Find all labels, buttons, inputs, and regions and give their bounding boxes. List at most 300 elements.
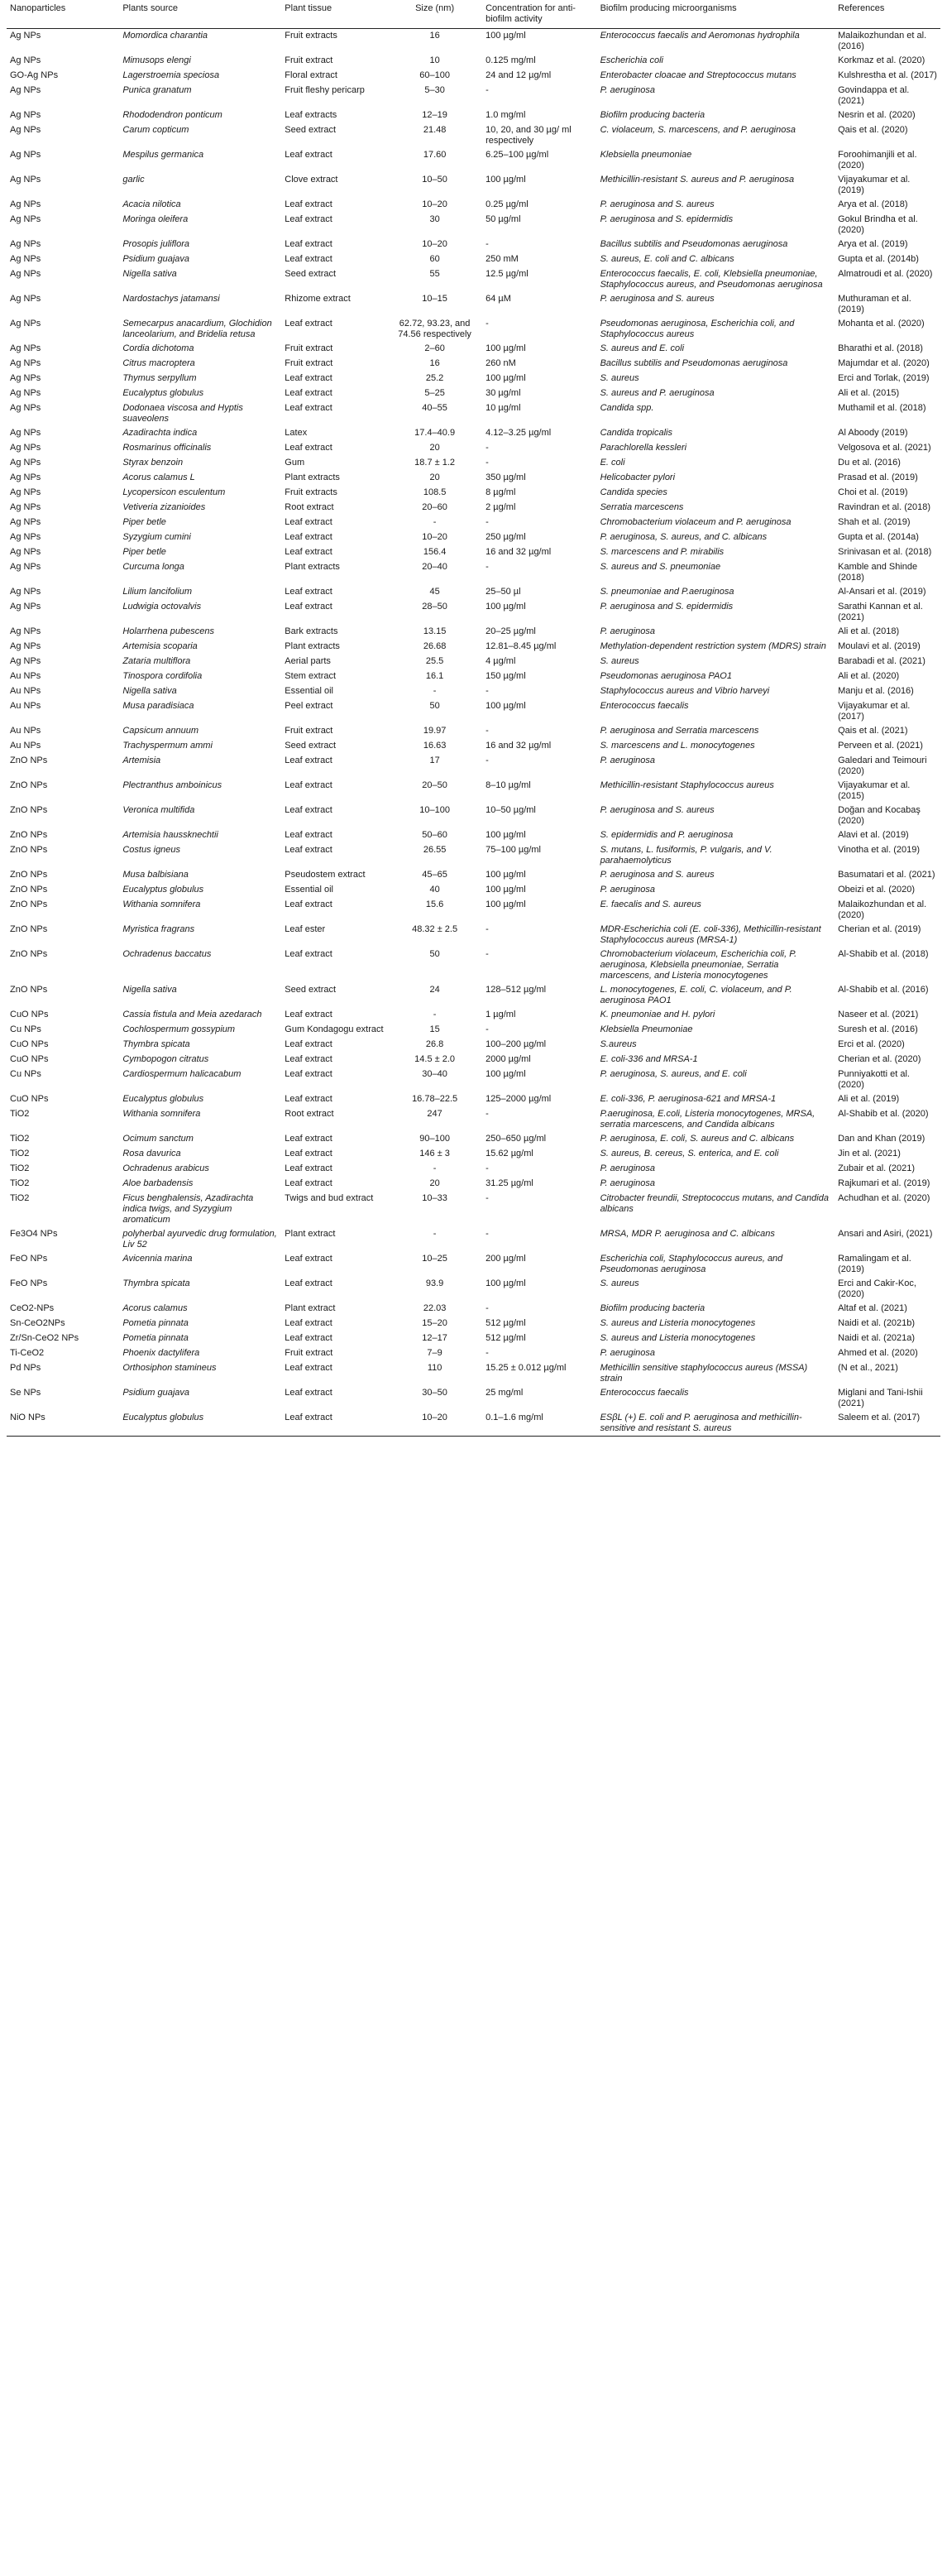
cell-plant-source: Dodonaea viscosa and Hyptis suaveolens: [122, 403, 243, 424]
cell-nanoparticle: Cu NPs: [10, 1024, 41, 1034]
cell-reference: Al-Shabib et al. (2016): [838, 985, 929, 995]
cell-microorganisms: E. coli: [600, 458, 625, 468]
cell-microorganisms: Klebsiella pneumoniae: [600, 150, 692, 160]
cell-reference: Basumatari et al. (2021): [838, 870, 935, 880]
cell-plant-source: Myristica fragrans: [122, 924, 195, 934]
table-row: [7, 1107, 940, 1132]
cell-size: 20–60: [422, 502, 447, 512]
cell-nanoparticle: ZnO NPs: [10, 870, 48, 880]
table-row: [7, 1227, 940, 1252]
cell-concentration: 128–512 µg/ml: [485, 985, 547, 995]
cell-reference: Ahmed et al. (2020): [838, 1348, 918, 1358]
cell-nanoparticle: ZnO NPs: [10, 845, 48, 855]
cell-reference: Korkmaz et al. (2020): [838, 55, 925, 65]
cell-reference: Obeizi et al. (2020): [838, 885, 916, 895]
cell-concentration: 1 µg/ml: [485, 1010, 516, 1019]
cell-plant-source: Psidium guajava: [122, 254, 190, 264]
cell-nanoparticle: Ag NPs: [10, 373, 41, 383]
cell-plant-tissue: Stem extract: [285, 671, 337, 681]
table-row: [7, 983, 940, 1008]
cell-microorganisms: MDR-Escherichia coli (E. coli-336), Methicillin-resistant Staphylococcus aureus (MRSA-1): [600, 924, 821, 945]
cell-plant-source: Zataria multiflora: [122, 656, 191, 666]
cell-reference: Erci and Torlak, (2019): [838, 373, 930, 383]
cell-size: 60–100: [419, 70, 450, 80]
table-row: [7, 1192, 940, 1227]
cell-plant-tissue: Fruit extract: [285, 343, 333, 353]
table-row: [7, 342, 940, 357]
cell-plant-tissue: Pseudostem extract: [285, 870, 366, 880]
cell-size: 15.6: [425, 899, 444, 909]
cell-size: 20–40: [422, 562, 447, 572]
cell-nanoparticle: Ag NPs: [10, 626, 41, 636]
cell-plant-source: Pometia pinnata: [122, 1333, 189, 1343]
cell-nanoparticle: ZnO NPs: [10, 756, 48, 765]
cell-size: 60: [429, 254, 440, 264]
cell-reference: Cherian et al. (2020): [838, 1054, 921, 1064]
table-row: [7, 198, 940, 213]
cell-concentration: -: [485, 686, 489, 696]
table-row: [7, 317, 940, 342]
cell-microorganisms: S. aureus: [600, 656, 639, 666]
cell-reference: Malaikozhundan et al. (2016): [838, 31, 927, 51]
cell-plant-source: Citrus macroptera: [122, 358, 195, 368]
cell-microorganisms: Candida species: [600, 487, 667, 497]
cell-nanoparticle: Ag NPs: [10, 343, 41, 353]
cell-size: 48.32 ± 2.5: [412, 924, 458, 934]
cell-plant-source: Thymus serpyllum: [122, 373, 197, 383]
cell-concentration: 512 µg/ml: [485, 1318, 526, 1328]
cell-nanoparticle: Ag NPs: [10, 294, 41, 304]
cell-nanoparticle: Ag NPs: [10, 85, 41, 95]
cell-reference: Altaf et al. (2021): [838, 1303, 907, 1313]
cell-reference: Al-Ansari et al. (2019): [838, 587, 926, 597]
table-row: [7, 883, 940, 898]
cell-plant-source: Ochradenus arabicus: [122, 1163, 209, 1173]
cell-nanoparticle: Ag NPs: [10, 458, 41, 468]
cell-reference: Vijayakumar et al. (2019): [838, 175, 911, 195]
cell-nanoparticle: Se NPs: [10, 1388, 41, 1398]
cell-nanoparticle: Ag NPs: [10, 254, 41, 264]
table-row: [7, 1177, 940, 1192]
cell-concentration: 100 µg/ml: [485, 602, 526, 612]
cell-microorganisms: P. aeruginosa: [600, 756, 656, 765]
cell-microorganisms: S. aureus, B. cereus, S. enterica, and E. coli: [600, 1149, 779, 1158]
cell-concentration: 12.81–8.45 µg/ml: [485, 641, 557, 651]
table-row: [7, 357, 940, 372]
cell-microorganisms: Pseudomonas aeruginosa PAO1: [600, 671, 732, 681]
cell-plant-source: Musa paradisiaca: [122, 701, 194, 711]
cell-size: -: [433, 1010, 437, 1019]
cell-plant-tissue: Bark extracts: [285, 626, 338, 636]
cell-nanoparticle: Ag NPs: [10, 55, 41, 65]
table-row: [7, 486, 940, 501]
cell-reference: Qais et al. (2021): [838, 726, 908, 736]
cell-size: 20: [429, 1178, 440, 1188]
cell-nanoparticle: Ag NPs: [10, 239, 41, 249]
cell-size: 40–55: [422, 403, 447, 413]
cell-microorganisms: E. coli-336 and MRSA-1: [600, 1054, 698, 1064]
cell-plant-source: Nardostachys jatamansi: [122, 294, 220, 304]
cell-reference: Galedari and Teimouri (2020): [838, 756, 927, 776]
table-row: [7, 1067, 940, 1092]
cell-plant-source: Avicennia marina: [122, 1254, 193, 1264]
cell-size: 17: [429, 756, 440, 765]
table-row: [7, 669, 940, 684]
cell-nanoparticle: Cu NPs: [10, 1069, 41, 1079]
cell-plant-tissue: Leaf extract: [285, 756, 332, 765]
cell-concentration: 200 µg/ml: [485, 1254, 526, 1264]
cell-reference: Perveen et al. (2021): [838, 741, 923, 751]
cell-concentration: 100 µg/ml: [485, 373, 526, 383]
cell-reference: Naseer et al. (2021): [838, 1010, 919, 1019]
cell-size: 30–40: [422, 1069, 447, 1079]
cell-concentration: 0.25 µg/ml: [485, 199, 529, 209]
cell-plant-tissue: Root extract: [285, 502, 334, 512]
table-row: [7, 1092, 940, 1107]
cell-size: 110: [427, 1363, 442, 1373]
cell-size: 21.48: [423, 125, 447, 135]
cell-plant-tissue: Leaf extract: [285, 780, 332, 790]
table-row: [7, 754, 940, 779]
cell-plant-tissue: Gum: [285, 458, 305, 468]
cell-plant-tissue: Leaf extract: [285, 239, 332, 249]
cell-microorganisms: K. pneumoniae and H. pylori: [600, 1010, 715, 1019]
cell-size: 10: [429, 55, 440, 65]
cell-nanoparticle: ZnO NPs: [10, 885, 48, 895]
cell-concentration: 100 µg/ml: [485, 701, 526, 711]
cell-plant-tissue: Plant extracts: [285, 641, 340, 651]
cell-plant-tissue: Leaf extract: [285, 1069, 332, 1079]
table-row: [7, 1038, 940, 1053]
cell-plant-source: Thymbra spicata: [122, 1039, 190, 1049]
cell-concentration: 260 nM: [485, 358, 516, 368]
table-row: [7, 545, 940, 560]
cell-concentration: 4 µg/ml: [485, 656, 516, 666]
cell-size: 25.5: [425, 656, 444, 666]
table-row: [7, 501, 940, 516]
cell-reference: Malaikozhundan et al. (2020): [838, 899, 927, 920]
table-row: [7, 898, 940, 923]
cell-microorganisms: Klebsiella Pneumoniae: [600, 1024, 693, 1034]
cell-plant-source: Styrax benzoin: [122, 458, 184, 468]
cell-microorganisms: S. marcescens and L. monocytogenes: [600, 741, 755, 751]
cell-concentration: 350 µg/ml: [485, 473, 526, 482]
cell-size: 10–20: [387, 1411, 482, 1437]
cell-nanoparticle: Ag NPs: [10, 388, 41, 398]
cell-reference: Alavi et al. (2019): [838, 830, 909, 840]
cell-microorganisms: ESβL (+) E. coli and P. aeruginosa and methicillin-sensitive and resistant S. aureus: [597, 1411, 835, 1437]
cell-reference: Choi et al. (2019): [838, 487, 908, 497]
cell-nanoparticle: Ag NPs: [10, 487, 41, 497]
cell-concentration: 250 mM: [485, 254, 519, 264]
cell-plant-tissue: Plant extracts: [285, 562, 340, 572]
cell-reference: Miglani and Tani-Ishii (2021): [838, 1388, 923, 1408]
cell-plant-source: Azadirachta indica: [122, 428, 198, 438]
cell-reference: Ramalingam et al. (2019): [838, 1254, 911, 1274]
cell-nanoparticle: ZnO NPs: [10, 949, 48, 959]
cell-plant-source: Moringa oleifera: [122, 214, 189, 224]
cell-microorganisms: P. aeruginosa and S. aureus: [600, 870, 715, 880]
table-row: [7, 69, 940, 84]
cell-concentration: 25 mg/ml: [485, 1388, 524, 1398]
cell-nanoparticle: Ag NPs: [10, 641, 41, 651]
cell-plant-tissue: Leaf extract: [285, 1134, 332, 1144]
table-row: [7, 123, 940, 148]
cell-nanoparticle: Pd NPs: [10, 1363, 41, 1373]
cell-plant-source: Eucalyptus globulus: [122, 1094, 204, 1104]
cell-plant-source: Ochradenus baccatus: [122, 949, 212, 959]
cell-plant-source: Tinospora cordifolia: [122, 671, 203, 681]
cell-nanoparticle: Ag NPs: [10, 403, 41, 413]
cell-reference: Saleem et al. (2017): [835, 1411, 940, 1437]
table-row: [7, 292, 940, 317]
cell-plant-tissue: Leaf ester: [285, 924, 326, 934]
table-row: [7, 1252, 940, 1277]
cell-microorganisms: E. coli-336, P. aeruginosa-621 and MRSA-1: [600, 1094, 777, 1104]
cell-size: 5–30: [424, 85, 445, 95]
header-plants-source: Plants source: [119, 0, 281, 29]
cell-plant-source: Withania somnifera: [122, 1109, 201, 1119]
cell-plant-tissue: Fruit extracts: [285, 31, 337, 41]
table-row: [7, 54, 940, 69]
cell-plant-tissue: Leaf extract: [285, 1388, 332, 1398]
cell-size: 45–65: [422, 870, 447, 880]
cell-nanoparticle: Ag NPs: [10, 473, 41, 482]
cell-nanoparticle: Ag NPs: [10, 547, 41, 557]
cell-reference: Srinivasan et al. (2018): [838, 547, 932, 557]
cell-nanoparticle: NiO NPs: [7, 1411, 119, 1437]
table-row: [7, 655, 940, 669]
cell-plant-source: Eucalyptus globulus: [122, 885, 204, 895]
cell-nanoparticle: Au NPs: [10, 686, 41, 696]
cell-plant-tissue: Leaf extract: [285, 403, 332, 413]
cell-size: 16.78–22.5: [412, 1094, 458, 1104]
cell-plant-source: Prosopis juliflora: [122, 239, 190, 249]
cell-size: 50–60: [422, 830, 447, 840]
cell-concentration: 100 µg/ml: [485, 175, 526, 185]
cell-concentration: 12.5 µg/ml: [485, 269, 529, 279]
cell-plant-tissue: Gum Kondagogu extract: [285, 1024, 384, 1034]
cell-microorganisms: L. monocytogenes, E. coli, C. violaceum, and P. aeruginosa PAO1: [600, 985, 792, 1005]
cell-microorganisms: P. aeruginosa, S. aureus, and E. coli: [600, 1069, 747, 1079]
cell-plant-source: Artemisia haussknechtii: [122, 830, 218, 840]
table-row: [7, 1302, 940, 1317]
cell-plant-tissue: Leaf extracts: [285, 110, 337, 120]
cell-size: -: [433, 1163, 437, 1173]
cell-size: 40: [429, 885, 440, 895]
cell-concentration: 8 µg/ml: [485, 487, 516, 497]
table-row: [7, 640, 940, 655]
cell-plant-source: Acorus calamus: [122, 1303, 188, 1313]
cell-concentration: -: [485, 756, 489, 765]
cell-microorganisms: Staphylococcus aureus and Vibrio harveyi: [600, 686, 770, 696]
cell-plant-source: Semecarpus anacardium, Glochidion lanceolarium, and Bridelia retusa: [122, 319, 272, 339]
table-row: [7, 1132, 940, 1147]
cell-size: 10–20: [422, 532, 447, 542]
cell-concentration: 4.12–3.25 µg/ml: [485, 428, 552, 438]
cell-nanoparticle: TiO2: [10, 1193, 30, 1203]
cell-microorganisms: C. violaceum, S. marcescens, and P. aeruginosa: [600, 125, 796, 135]
cell-microorganisms: P. aeruginosa: [600, 885, 656, 895]
cell-reference: Kulshrestha et al. (2017): [838, 70, 937, 80]
cell-concentration: 15.25 ± 0.012 µg/ml: [485, 1363, 567, 1373]
cell-size: 10–25: [422, 1254, 447, 1264]
table-row: [7, 828, 940, 843]
cell-concentration: 8–10 µg/ml: [485, 780, 531, 790]
cell-concentration: -: [485, 443, 489, 453]
cell-concentration: 75–100 µg/ml: [485, 845, 541, 855]
cell-size: 108.5: [423, 487, 447, 497]
cell-plant-tissue: Leaf extract: [285, 199, 332, 209]
cell-concentration: 10, 20, and 30 µg/ ml respectively: [485, 125, 572, 146]
cell-size: 16.1: [425, 671, 444, 681]
cell-nanoparticle: Ag NPs: [10, 110, 41, 120]
cell-plant-source: Vetiveria zizanioides: [122, 502, 206, 512]
cell-size: 28–50: [422, 602, 447, 612]
cell-plant-source: Punica granatum: [122, 85, 192, 95]
cell-microorganisms: Enterococcus faecalis, E. coli, Klebsiella pneumoniae, Staphylococcus aureus, and Pseudomonas aeruginosa: [600, 269, 823, 290]
cell-reference: Zubair et al. (2021): [838, 1163, 916, 1173]
table-row: [7, 779, 940, 804]
table-row: [7, 29, 940, 55]
table-row: [7, 386, 940, 401]
cell-plant-source: Ludwigia octovalvis: [122, 602, 202, 612]
table-row: [7, 516, 940, 530]
cell-reference: Arya et al. (2019): [838, 239, 908, 249]
cell-microorganisms: S. aureus and Listeria monocytogenes: [600, 1318, 756, 1328]
table-row: [7, 108, 940, 123]
cell-microorganisms: Chromobacterium violaceum, Escherichia coli, P. aeruginosa, Klebsiella pneumoniae, Serratia marcescens, and Listeria monocytogenes: [600, 949, 797, 981]
cell-microorganisms: Methicillin-resistant S. aureus and P. aeruginosa: [600, 175, 795, 185]
cell-nanoparticle: CuO NPs: [10, 1094, 49, 1104]
cell-plant-tissue: Leaf extract: [285, 1054, 332, 1064]
table-row: [7, 1361, 940, 1386]
cell-plant-tissue: Leaf extract: [285, 547, 332, 557]
cell-plant-tissue: Leaf extract: [285, 899, 332, 909]
table-row: [7, 684, 940, 699]
cell-microorganisms: S. epidermidis and P. aeruginosa: [600, 830, 734, 840]
table-row: [7, 843, 940, 868]
cell-size: 146 ± 3: [419, 1149, 450, 1158]
cell-plant-source: Carum copticum: [122, 125, 189, 135]
cell-plant-source: Costus igneus: [122, 845, 181, 855]
table-row: [7, 1008, 940, 1023]
cell-microorganisms: Enterobacter cloacae and Streptococcus mutans: [600, 70, 796, 80]
cell-plant-source: Pometia pinnata: [122, 1318, 189, 1328]
cell-reference: Dan and Khan (2019): [838, 1134, 925, 1144]
cell-concentration: 6.25–100 µg/ml: [485, 150, 549, 160]
cell-microorganisms: S. pneumoniae and P.aeruginosa: [600, 587, 734, 597]
cell-plant-tissue: Floral extract: [285, 70, 337, 80]
cell-size: 10–20: [422, 239, 447, 249]
cell-concentration: 100 µg/ml: [485, 830, 526, 840]
cell-plant-source: Cordia dichotoma: [122, 343, 194, 353]
cell-microorganisms: P. aeruginosa: [600, 85, 656, 95]
cell-plant-tissue: Leaf extract: [285, 1363, 332, 1373]
cell-nanoparticle: ZnO NPs: [10, 924, 48, 934]
cell-microorganisms: P. aeruginosa and S. aureus: [600, 199, 715, 209]
cell-microorganisms: Methylation-dependent restriction system (MDRS) strain: [600, 641, 826, 651]
cell-concentration: 512 µg/ml: [485, 1333, 526, 1343]
cell-plant-tissue: Leaf extract: [285, 388, 332, 398]
cell-plant-source: Orthosiphon stamineus: [122, 1363, 217, 1373]
cell-plant-tissue: Leaf extract: [285, 1318, 332, 1328]
cell-plant-source: Artemisia: [122, 756, 161, 765]
cell-reference: Achudhan et al. (2020): [838, 1193, 930, 1203]
cell-concentration: -: [485, 726, 489, 736]
table-row: [7, 1317, 940, 1331]
cell-reference: Du et al. (2016): [838, 458, 901, 468]
table-row: [7, 401, 940, 426]
cell-plant-source: Thymbra spicata: [122, 1278, 190, 1288]
table-row: [7, 804, 940, 828]
cell-size: 7–9: [427, 1348, 442, 1358]
cell-microorganisms: S. marcescens and P. mirabilis: [600, 547, 725, 557]
cell-microorganisms: S. aureus and S. pneumoniae: [600, 562, 721, 572]
cell-reference: Punniyakotti et al. (2020): [838, 1069, 910, 1090]
table-row: [7, 456, 940, 471]
cell-plant-tissue: Plant extract: [285, 1229, 336, 1239]
cell-reference: Ali et al. (2019): [838, 1094, 900, 1104]
cell-plant-tissue: Fruit extracts: [285, 487, 337, 497]
cell-nanoparticle: Au NPs: [10, 726, 41, 736]
cell-microorganisms: P. aeruginosa and S. epidermidis: [600, 602, 734, 612]
table-row: [7, 1411, 940, 1437]
cell-plant-tissue: Seed extract: [285, 985, 337, 995]
cell-nanoparticle: TiO2: [10, 1109, 30, 1119]
cell-nanoparticle: Ag NPs: [10, 358, 41, 368]
cell-size: 45: [429, 587, 440, 597]
table-row: [7, 1053, 940, 1067]
cell-size: 10–33: [422, 1193, 447, 1203]
cell-size: 93.9: [425, 1278, 444, 1288]
cell-plant-source: polyherbal ayurvedic drug formulation, Liv 52: [122, 1229, 277, 1250]
cell-nanoparticle: Au NPs: [10, 671, 41, 681]
cell-nanoparticle: Ag NPs: [10, 502, 41, 512]
cell-plant-tissue: Leaf extract: [285, 214, 332, 224]
cell-microorganisms: S. aureus: [600, 1278, 639, 1288]
cell-concentration: 30 µg/ml: [485, 388, 521, 398]
cell-size: 20: [429, 443, 440, 453]
cell-plant-tissue: Leaf extract: [285, 1094, 332, 1104]
cell-reference: (N et al., 2021): [838, 1363, 898, 1373]
cell-plant-tissue: Leaf extract: [285, 845, 332, 855]
cell-concentration: -: [485, 319, 489, 329]
cell-plant-source: Cardiospermum halicacabum: [122, 1069, 242, 1079]
cell-plant-source: Rosa davurica: [122, 1149, 181, 1158]
cell-nanoparticle: Ag NPs: [10, 428, 41, 438]
cell-nanoparticle: TiO2: [10, 1149, 30, 1158]
table-row: [7, 173, 940, 198]
cell-plant-source: Acorus calamus L: [122, 473, 195, 482]
cell-concentration: -: [485, 1024, 489, 1034]
cell-concentration: -: [485, 1109, 489, 1119]
cell-plant-tissue: Essential oil: [285, 686, 333, 696]
cell-plant-tissue: Essential oil: [285, 885, 333, 895]
cell-concentration: 100 µg/ml: [485, 885, 526, 895]
cell-reference: Qais et al. (2020): [838, 125, 908, 135]
cell-reference: Suresh et al. (2016): [838, 1024, 918, 1034]
cell-microorganisms: Candida spp.: [600, 403, 654, 413]
cell-microorganisms: P. aeruginosa: [600, 626, 656, 636]
cell-microorganisms: Helicobacter pylori: [600, 473, 676, 482]
cell-concentration: 10 µg/ml: [485, 403, 521, 413]
cell-size: 247: [427, 1109, 442, 1119]
cell-nanoparticle: Sn-CeO2NPs: [10, 1318, 65, 1328]
cell-microorganisms: Escherichia coli, Staphylococcus aureus, and Pseudomonas aeruginosa: [600, 1254, 783, 1274]
table-row: [7, 530, 940, 545]
cell-concentration: -: [485, 562, 489, 572]
